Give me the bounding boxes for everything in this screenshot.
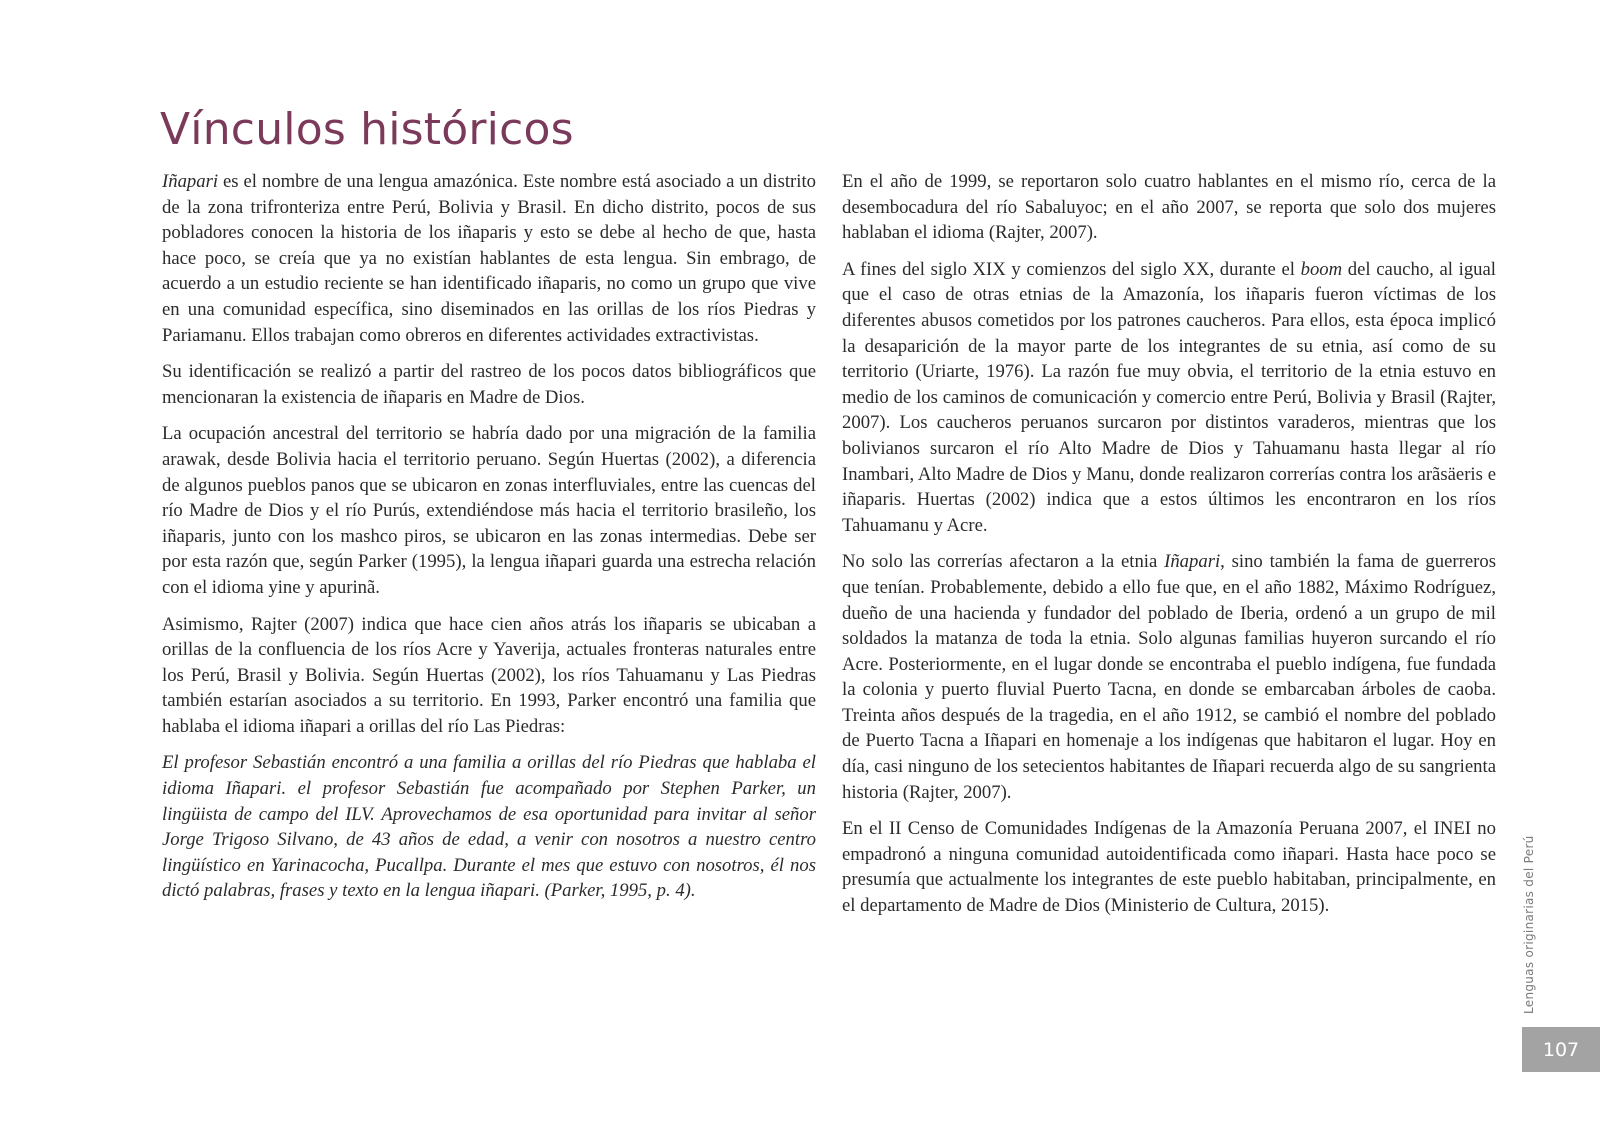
italic-term: Iñapari	[162, 171, 219, 192]
paragraph-text: No solo las correrías afectaron a la etnia	[842, 551, 1165, 573]
paragraph	[162, 169, 816, 348]
paragraph: Su identificación se realizó a partir del rastreo de los pocos datos bibliográficos que mencionaran la existencia de iñaparis en Madre de Dios.	[162, 361, 816, 408]
italic-term: Iñapari	[1164, 551, 1221, 573]
left-column	[162, 169, 816, 915]
running-footer-label: Lenguas originarias del Perú	[1522, 835, 1536, 1014]
paragraph-text: del caucho, al igual que el caso de otras etnias de la Amazonía, los iñaparis fueron víctimas de los diferentes abusos cometidos por los patrones caucheros. Para ellos, esta época implicó la desaparición de la mayor parte de los integrantes de su etnia, así como de su territorio (Uriarte, 1976). La razón fue muy obvia, el territorio de la etnia estuvo en medio de los caminos de comunicación y comercio entre Perú, Bolivia y Brasil (Rajter, 2007). Los caucheros peruanos surcaron por distintos varaderos, mientras que los bolivianos surcaron el río Alto Madre de Dios y Tahuamanu hasta llegar al río Inambari, Alto Madre de Dios y Manu, donde realizaron correrías contra los arãsäeris e iñaparis. Huertas (2002) indica que a estos últimos les encontraron en los ríos Tahuamanu y Acre.	[842, 258, 1496, 536]
block-quote: El profesor Sebastián encontró a una familia a orillas del río Piedras que hablaba el idioma Iñapari. el profesor Sebastián fue acompañado por Stephen Parker, un lingüista de campo del ILV. Aprovechamos de esa oportunidad para invitar al señor Jorge Trigoso Silvano, de 43 años de edad, a venir con nosotros a nuestro centro lingüístico en Yarinacocha, Pucallpa. Durante el mes que estuvo con nosotros, él nos dictó palabras, frases y texto en la lengua iñapari. (Parker, 1995, p. 4).	[162, 752, 816, 902]
paragraph: Asimismo, Rajter (2007) indica que hace cien años atrás los iñaparis se ubicaban a orillas de la confluencia de los ríos Acre y Yaverija, actuales fronteras naturales entre los Perú, Brasil y Bolivia. Según Huertas (2002), los ríos Tahuamanu y Las Piedras también estarían asociados a su territorio. En 1993, Parker encontró una familia que hablaba el idioma iñapari a orillas del río Las Piedras:	[162, 613, 816, 737]
paragraph: En el año de 1999, se reportaron solo cuatro hablantes en el mismo río, cerca de la desembocadura del río Sabaluyoc; en el año 2007, se reporta que solo dos mujeres hablaban el idioma (Rajter, 2007).	[842, 171, 1496, 244]
paragraph	[842, 257, 1496, 539]
paragraph-text: es el nombre de una lengua amazónica. Este nombre está asociado a un distrito de la zona trifronteriza entre Perú, Bolivia y Brasil. En dicho distrito, pocos de sus pobladores conocen la historia de los iñaparis y esto se debe al hecho de que, hasta hace poco, se creía que ya no existían hablantes de esta lengua. Sin embrago, de acuerdo a un estudio reciente se han identificado iñaparis, no como un grupo que vive en una comunidad específica, sino diseminados en las orillas de los ríos Piedras y Pariamanu. Ellos trabajan como obreros en diferentes actividades extractivistas.	[162, 171, 816, 346]
italic-term: boom	[1300, 258, 1343, 280]
page-number: 107	[1522, 1027, 1600, 1072]
page-title: Vínculos históricos	[160, 104, 574, 155]
right-column	[842, 169, 1496, 930]
paragraph-text: A fines del siglo XIX y comienzos del siglo XX, durante el	[842, 258, 1301, 280]
paragraph: En el II Censo de Comunidades Indígenas de la Amazonía Peruana 2007, el INEI no empadronó a ninguna comunidad autoidentificada como iñapari. Hasta hace poco se presumía que actualmente los integrantes de este pueblo habitaban, principalmente, en el departamento de Madre de Dios (Ministerio de Cultura, 2015).	[842, 818, 1496, 917]
paragraph	[842, 549, 1496, 805]
paragraph-text: , sino también la fama de guerreros que tenían. Probablemente, debido a ello fue que, en el año 1882, Máximo Rodríguez, dueño de una hacienda y fundador del poblado de Iberia, ordenó a un grupo de mil soldados la matanza de toda la etnia. Solo algunas familias huyeron surcando el río Acre. Posteriormente, en el lugar donde se encontraba el pueblo indígena, fue fundada la colonia y puerto fluvial Puerto Tacna, en donde se embarcaban árboles de caoba. Treinta años después de la tragedia, en el año 1912, se cambió el nombre del poblado de Puerto Tacna a Iñapari en homenaje a los indígenas que habitaron el lugar. Hoy en día, casi ninguno de los setecientos habitantes de Iñapari recuerda algo de su sangrienta historia (Rajter, 2007).	[842, 551, 1496, 803]
paragraph: La ocupación ancestral del territorio se habría dado por una migración de la familia arawak, desde Bolivia hacia el territorio peruano. Según Huertas (2002), a diferencia de algunos pueblos panos que se ubicaron en zonas interfluviales, entre las cuencas del río Madre de Dios y el río Purús, extendiéndose más hacia el territorio brasileño, los iñaparis, junto con los mashco piros, se ubicaron en las zonas intermedias. Debe ser por esta razón que, según Parker (1995), la lengua iñapari guarda una estrecha relación con el idioma yine y apurinã.	[162, 423, 816, 598]
